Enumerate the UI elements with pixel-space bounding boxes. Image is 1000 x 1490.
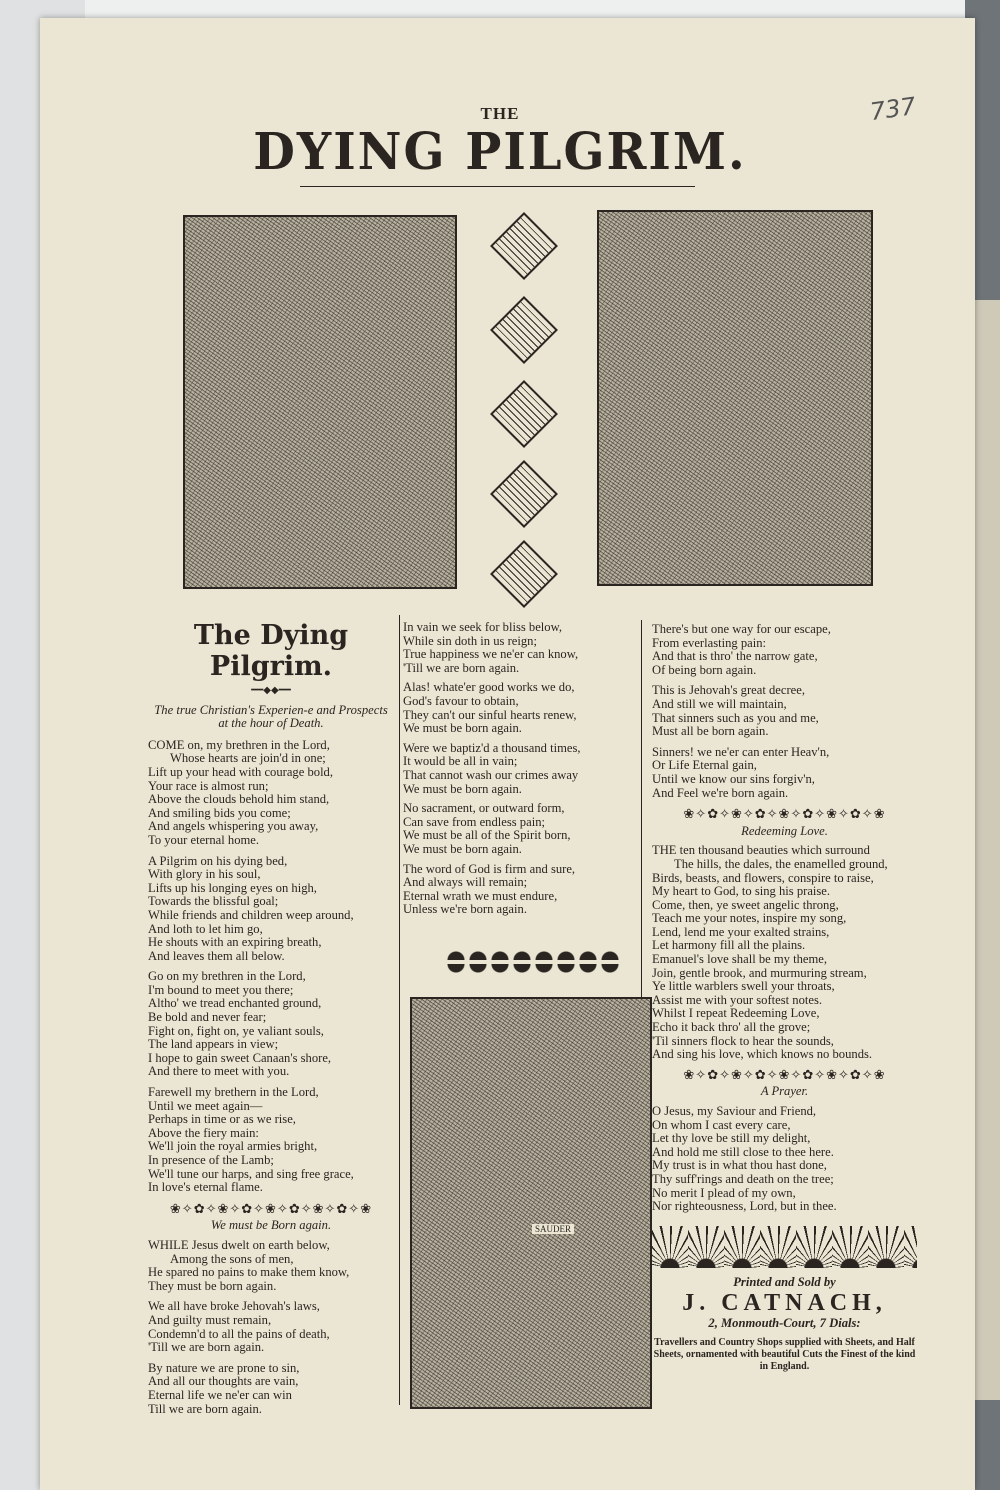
verse-line: Assist me with your softest notes. xyxy=(652,992,823,1007)
verse-line: And always will remain; xyxy=(403,875,528,890)
stanza xyxy=(148,1300,394,1354)
verse-line: Come, then, ye sweet angelic throng, xyxy=(652,897,839,912)
verse-line: On whom I cast every care, xyxy=(652,1117,791,1132)
stanza xyxy=(148,739,394,848)
stanza xyxy=(148,1086,394,1195)
right-column xyxy=(652,623,917,1373)
verse-line: He shouts with an expiring breath, xyxy=(148,935,322,950)
verse-line: Till we are born again. xyxy=(148,1401,262,1416)
wave-ornament xyxy=(445,934,620,989)
verse-line: And that is thro' the narrow gate, xyxy=(652,649,818,664)
verse-line: 'Til sinners flock to hear the sounds, xyxy=(652,1033,834,1048)
verse-line: My heart to God, to sing his praise. xyxy=(652,884,831,899)
verse-line: No sacrament, or outward form, xyxy=(403,801,565,816)
verse-line: Birds, beasts, and flowers, conspire to raise, xyxy=(652,870,874,885)
verse-line: Nor righteousness, Lord, but in thee. xyxy=(652,1199,837,1214)
verse-line: Echo it back thro' all the grove; xyxy=(652,1020,811,1035)
verse-line: By nature we are prone to sin, xyxy=(148,1360,300,1375)
poem-heading: The Dying Pilgrim. xyxy=(193,620,349,682)
verse-line: And there to meet with you. xyxy=(148,1064,290,1079)
verse-line: Thy suff'rings and death on the tree; xyxy=(652,1171,834,1186)
stanza xyxy=(403,802,637,856)
verse-line: With glory in his soul, xyxy=(148,867,261,882)
verse-line: And hold me still close to thee here. xyxy=(652,1144,834,1159)
stanza xyxy=(148,1362,394,1416)
verse-line: Until we know our sins forgiv'n, xyxy=(652,771,815,786)
verse-line: O Jesus, my Saviour and Friend, xyxy=(652,1104,817,1118)
verse-line: And all our thoughts are vain, xyxy=(148,1374,299,1389)
verse-line: While friends and children weep around, xyxy=(148,907,354,922)
stanza xyxy=(652,746,917,800)
section-title: A Prayer. xyxy=(760,1084,809,1099)
section-title: Redeeming Love. xyxy=(741,823,828,838)
verse-line: While sin doth in us reign; xyxy=(403,633,537,648)
verse-line: Perhaps in time or as we rise, xyxy=(148,1112,296,1127)
column-divider xyxy=(399,615,400,1405)
flower-divider: ❀✧✿✧❀✧✿✧❀✧✿✧❀✧✿✧❀ xyxy=(169,1201,373,1216)
verse-line: And smiling bids you come; xyxy=(148,805,291,820)
verse-line: Alas! whate'er good works we do, xyxy=(403,680,575,695)
woodcut-caption: SAUDER xyxy=(532,1224,574,1234)
verse-line: My trust is in what thou hast done, xyxy=(652,1158,827,1173)
verse-line: Let harmony fill all the plains. xyxy=(652,938,806,953)
verse-line: Among the sons of men, xyxy=(170,1251,294,1266)
flower-divider: ❀✧✿✧❀✧✿✧❀✧✿✧❀✧✿✧❀ xyxy=(683,1067,886,1082)
verse-line: Towards the blissful goal; xyxy=(148,894,279,909)
title-the: THE xyxy=(480,104,520,123)
verse-line: Above the fiery main: xyxy=(148,1125,259,1140)
verse-line: Eternal life we ne'er can win xyxy=(148,1387,292,1402)
verse-line: Whilst I repeat Redeeming Love, xyxy=(652,1006,820,1021)
stanza xyxy=(652,623,917,677)
middle-column xyxy=(403,621,637,923)
verse-line: We'll tune our harps, and sing free grace, xyxy=(148,1166,354,1181)
verse-line: And loth to let him go, xyxy=(148,921,263,936)
poem-subtitle: The true Christian's Experien-e and Prospects at the hour of Death. xyxy=(154,702,388,731)
verse-line: Above the clouds behold him stand, xyxy=(148,792,330,807)
verse-line: To your eternal home. xyxy=(148,832,260,847)
verse-line: Can save from endless pain; xyxy=(403,814,545,829)
woodcut-last-supper xyxy=(597,210,873,586)
left-column xyxy=(148,620,394,1423)
verse-line: He spared no pains to make them know, xyxy=(148,1265,350,1280)
pencil-note: 737 xyxy=(868,91,918,127)
verse-line: They must be born again. xyxy=(148,1278,277,1293)
stanza xyxy=(403,742,637,796)
verse-line: Lifts up his longing eyes on high, xyxy=(148,880,317,895)
stanza xyxy=(148,855,394,964)
verse-line: Join, gentle brook, and murmuring stream, xyxy=(652,965,867,980)
verse-line: The hills, the dales, the enamelled ground, xyxy=(674,856,888,871)
verse-line: THE ten thousand beauties which surround xyxy=(652,843,870,858)
stanza xyxy=(403,863,637,917)
verse-line: From everlasting pain: xyxy=(652,635,767,650)
verse-line: 'Till we are born again. xyxy=(403,660,520,675)
verse-line: Condemn'd to all the pains of death, xyxy=(148,1326,330,1341)
verse-line: I hope to gain sweet Canaan's shore, xyxy=(148,1050,332,1065)
verse-line: It would be all in vain; xyxy=(403,754,518,769)
stanza xyxy=(148,970,394,1079)
woodcut-deposition xyxy=(183,215,457,589)
imprint-printed-by: Printed and Sold by xyxy=(733,1274,836,1289)
verse-line: Ye little warblers swell your throats, xyxy=(652,979,835,994)
section-title: We must be Born again. xyxy=(210,1218,332,1233)
woodcut-allegory xyxy=(410,997,652,1409)
verse-line: Your race is almost run; xyxy=(148,778,269,793)
verse-line: The word of God is firm and sure, xyxy=(403,861,576,876)
verse-line: Until we meet again— xyxy=(148,1098,263,1113)
verse-line: Or Life Eternal gain, xyxy=(652,758,757,773)
verse-line: Unless we're born again. xyxy=(403,902,527,917)
verse-line: We must be born again. xyxy=(403,721,522,736)
verse-line: A Pilgrim on his dying bed, xyxy=(148,853,288,868)
verse-line: And Feel we're born again. xyxy=(652,785,789,800)
verse-line: Teach me your notes, inspire my song, xyxy=(652,911,847,926)
verse-line: Of being born again. xyxy=(652,662,757,677)
verse-line: In love's eternal flame. xyxy=(148,1180,263,1195)
verse-line: WHILE Jesus dwelt on earth below, xyxy=(148,1237,330,1252)
verse-line: Lift up your head with courage bold, xyxy=(148,764,334,779)
flower-divider: ❀✧✿✧❀✧✿✧❀✧✿✧❀✧✿✧❀ xyxy=(683,807,886,821)
verse-line: Be bold and never fear; xyxy=(148,1010,267,1025)
stanza xyxy=(403,621,637,675)
verse-line: We must be all of the Spirit born, xyxy=(403,828,571,843)
verse-line: Sinners! we ne'er can enter Heav'n, xyxy=(652,744,830,759)
stanza xyxy=(148,1239,394,1293)
verse-line: They can't our sinful hearts renew, xyxy=(403,707,577,722)
verse-line: In vain we seek for bliss below, xyxy=(403,620,563,634)
verse-line: That sinners such as you and me, xyxy=(652,710,819,725)
verse-line: We all have broke Jehovah's laws, xyxy=(148,1299,320,1314)
verse-line: No merit I plead of my own, xyxy=(652,1185,796,1200)
verse-line: Lend, lend me your exalted strains, xyxy=(652,924,830,939)
verse-line: Were we baptiz'd a thousand times, xyxy=(403,740,581,755)
verse-line: Let thy love be still my delight, xyxy=(652,1131,811,1146)
swash-ornament: ━━◆◆━━ xyxy=(251,685,291,696)
verse-line: And sing his love, which knows no bounds. xyxy=(652,1047,873,1062)
verse-line: 'Till we are born again. xyxy=(148,1340,265,1355)
page-title: DYING PILGRIM. xyxy=(253,122,747,182)
verse-line: Must all be born again. xyxy=(652,724,769,739)
verse-line: Go on my brethren in the Lord, xyxy=(148,969,306,984)
verse-line: God's favour to obtain, xyxy=(403,693,519,708)
sunburst-ornament xyxy=(652,1226,917,1268)
verse-line: There's but one way for our escape, xyxy=(652,622,831,636)
verse-line: Eternal wrath we must endure, xyxy=(403,888,558,903)
verse-line: Fight on, fight on, ye valiant souls, xyxy=(148,1023,324,1038)
verse-line: Whose hearts are join'd in one; xyxy=(170,751,326,766)
verse-line: We'll join the royal armies bright, xyxy=(148,1139,318,1154)
verse-line: Farewell my brethern in the Lord, xyxy=(148,1085,319,1100)
verse-line: And guilty must remain, xyxy=(148,1312,272,1327)
verse-line: The land appears in view; xyxy=(148,1037,279,1052)
verse-line: And angels whispering you away, xyxy=(148,819,319,834)
verse-line: Emanuel's love shall be my theme, xyxy=(652,952,828,967)
verse-line: COME on, my brethren in the Lord, xyxy=(148,737,330,752)
verse-line: This is Jehovah's great decree, xyxy=(652,683,805,698)
title-rule xyxy=(300,186,695,187)
imprint-address: 2, Monmouth-Court, 7 Dials: xyxy=(708,1316,861,1331)
stanza xyxy=(403,681,637,735)
verse-line: True happiness we ne'er can know, xyxy=(403,647,579,662)
stanza xyxy=(652,684,917,738)
verse-line: In presence of the Lamb; xyxy=(148,1153,274,1167)
verse-line: Altho' we tread enchanted ground, xyxy=(148,996,322,1011)
verse-line: I'm bound to meet you there; xyxy=(148,982,294,997)
verse-line: And leaves them all below. xyxy=(148,948,285,963)
imprint-note: Travellers and Country Shops supplied with Sheets, and Half Sheets, ornamented with beautiful Cuts the Finest of the kind in England. xyxy=(653,1336,916,1372)
verse-line: And still we will maintain, xyxy=(652,696,787,711)
verse-line: We must be born again. xyxy=(403,841,522,856)
verse-line: We must be born again. xyxy=(403,781,522,796)
verse-line: That cannot wash our crimes away xyxy=(403,767,579,782)
imprint-printer: J. CATNACH, xyxy=(682,1290,887,1317)
